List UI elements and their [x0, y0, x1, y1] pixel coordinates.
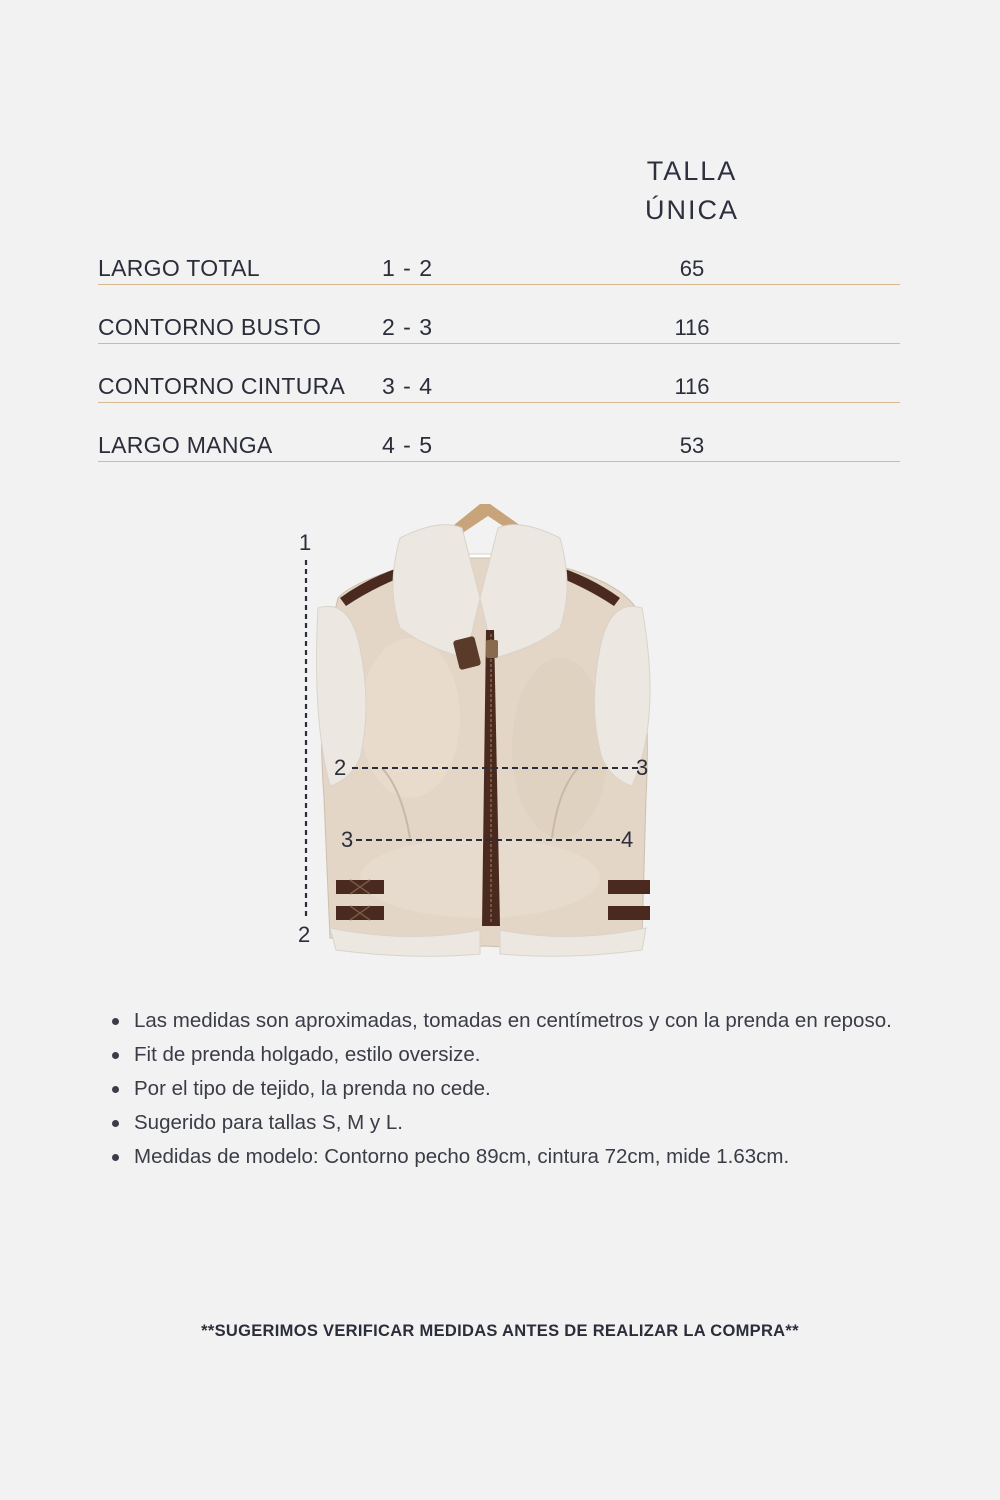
measure-points: 2 - 3: [382, 314, 434, 340]
marker-2-bust: 2: [334, 755, 347, 780]
footer-note: **SUGERIMOS VERIFICAR MEDIDAS ANTES DE REALIZAR LA COMPRA**: [201, 1322, 799, 1340]
marker-4-waist: 4: [621, 827, 634, 852]
list-item: Las medidas son aproximadas, tomadas en centímetros y con la prenda en reposo.: [110, 1004, 896, 1038]
marker-1: 1: [299, 530, 312, 555]
measure-label: CONTORNO CINTURA: [98, 373, 346, 399]
measure-value: 65: [679, 256, 705, 281]
size-table: [98, 248, 900, 484]
table-row: [98, 425, 900, 462]
list-item: Sugerido para tallas S, M y L.: [110, 1106, 896, 1140]
notes-list: [110, 1004, 896, 1174]
table-row: [98, 366, 900, 403]
size-header-line1: TALLA: [646, 156, 738, 186]
measure-label: CONTORNO BUSTO: [98, 314, 322, 340]
vest-illustration: [290, 498, 670, 968]
measure-points: 4 - 5: [382, 432, 434, 458]
measure-value: 53: [679, 433, 705, 458]
marker-2-bottom: 2: [298, 922, 311, 947]
measure-label: LARGO MANGA: [98, 432, 273, 458]
measure-value: 116: [674, 315, 710, 340]
size-header-line2: ÚNICA: [644, 195, 739, 225]
list-item: Medidas de modelo: Contorno pecho 89cm, cintura 72cm, mide 1.63cm.: [110, 1140, 896, 1174]
marker-3-waist: 3: [341, 827, 354, 852]
list-item: Por el tipo de tejido, la prenda no cede.: [110, 1072, 896, 1106]
marker-3-bust: 3: [636, 755, 649, 780]
list-item: Fit de prenda holgado, estilo oversize.: [110, 1038, 896, 1072]
measure-points: 3 - 4: [382, 373, 434, 399]
table-row: [98, 248, 900, 285]
size-header: [600, 152, 784, 230]
vest-measurement-figure: [290, 498, 670, 968]
measure-label: LARGO TOTAL: [98, 255, 260, 281]
measure-points: 1 - 2: [382, 255, 434, 281]
table-row: [98, 307, 900, 344]
measure-value: 116: [674, 374, 710, 399]
